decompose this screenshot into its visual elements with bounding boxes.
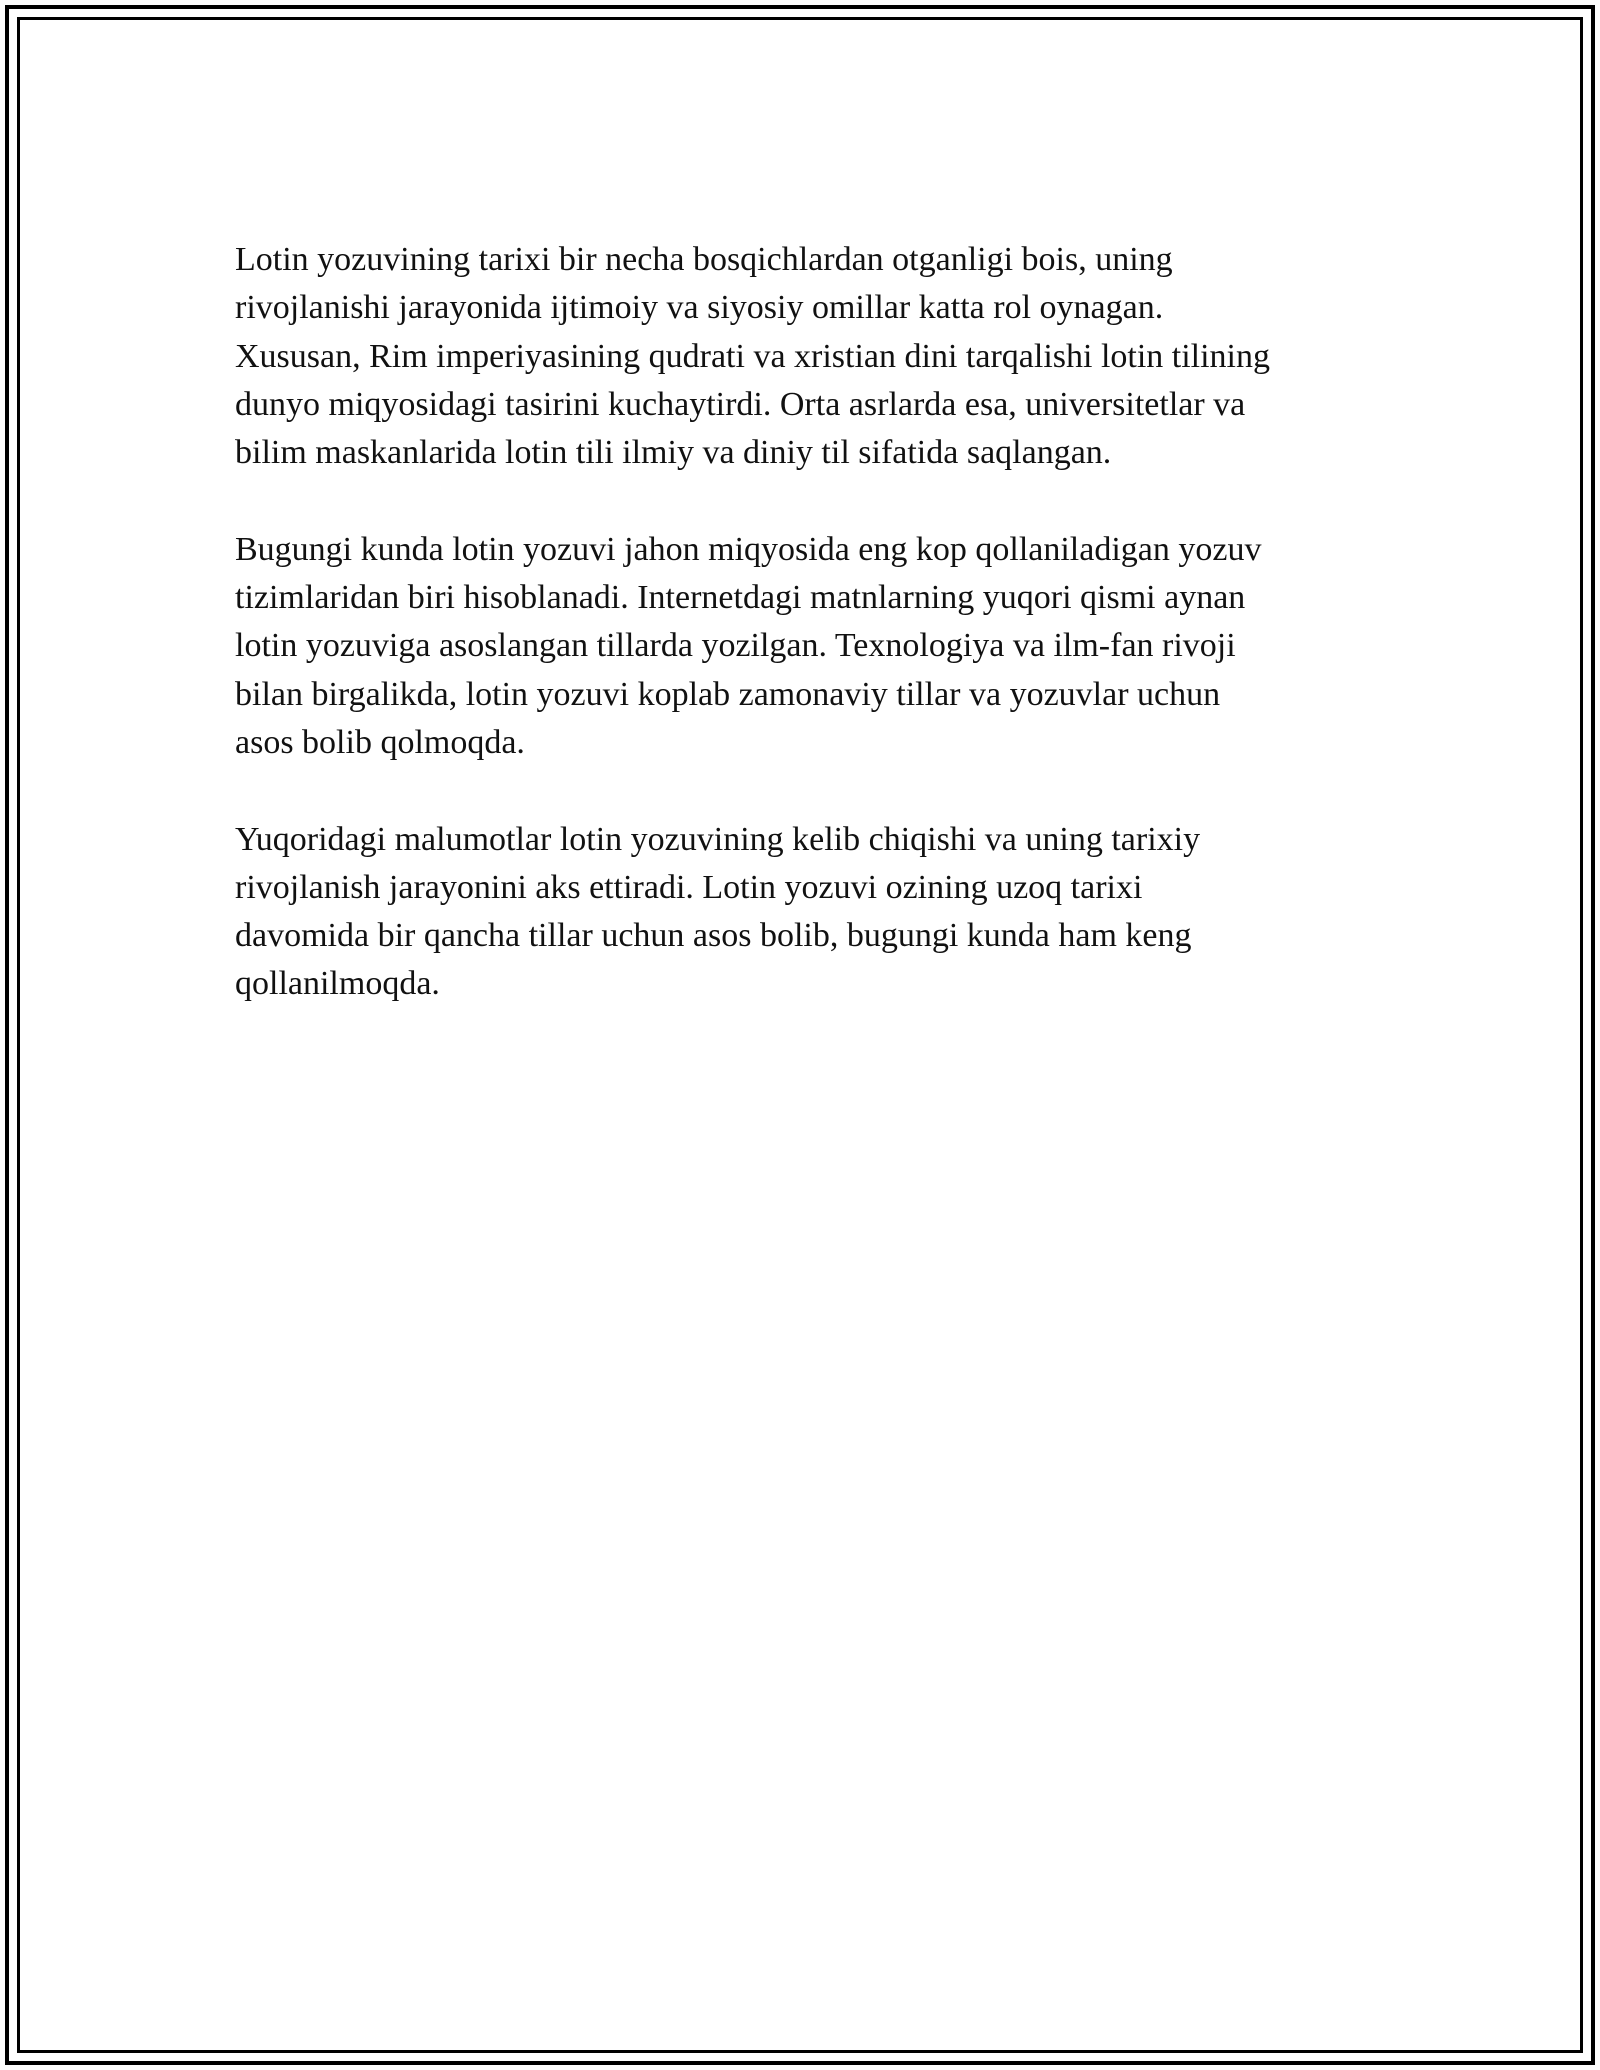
paragraph-3-line-4: qollanilmoqda. — [235, 965, 440, 1003]
paragraph-1-line-5: bilim maskanlarida lotin tili ilmiy va diniy til sifatida saqlangan. — [235, 434, 1112, 472]
paragraph-2-line-3: lotin yozuviga asoslangan tillarda yozilgan. Texnologiya va ilm-fan rivoji — [235, 627, 1236, 665]
document-body — [235, 236, 1365, 1009]
paragraph-2-line-5: asos bolib qolmoqda. — [235, 723, 525, 761]
paragraph-1-line-1: Lotin yozuvining tarixi bir necha bosqichlardan otganligi bois, uning — [235, 241, 1173, 278]
paragraph-2-line-4: bilan birgalikda, lotin yozuvi koplab zamonaviy tillar va yozuvlar uchun — [235, 675, 1221, 713]
paragraph-1 — [235, 236, 1365, 477]
paragraph-3-line-3: davomida bir qancha tillar uchun asos bolib, bugungi kunda ham keng — [235, 917, 1192, 955]
paragraph-3-line-2: rivojlanish jarayonini aks ettiradi. Lotin yozuvi ozining uzoq tarixi — [235, 868, 1143, 906]
paragraph-2-line-1: Bugungi kunda lotin yozuvi jahon miqyosida eng kop qollaniladigan yozuv — [235, 530, 1262, 568]
paragraph-3-line-1: Yuqoridagi malumotlar lotin yozuvining kelib chiqishi va uning tarixiy — [235, 820, 1201, 858]
paragraph-1-line-4: dunyo miqyosidagi tasirini kuchaytirdi. Orta asrlarda esa, universitetlar va — [235, 385, 1246, 423]
paragraph-3 — [235, 816, 1365, 1009]
paragraph-1-line-2: rivojlanishi jarayonida ijtimoiy va siyosiy omillar katta rol oynagan. — [235, 289, 1164, 327]
paragraph-2 — [235, 526, 1365, 767]
paragraph-1-line-3: Xususan, Rim imperiyasining qudrati va xristian dini tarqalishi lotin tilining — [235, 337, 1271, 375]
paragraph-2-line-2: tizimlaridan biri hisoblanadi. Internetdagi matnlarning yuqori qismi aynan — [235, 579, 1246, 617]
